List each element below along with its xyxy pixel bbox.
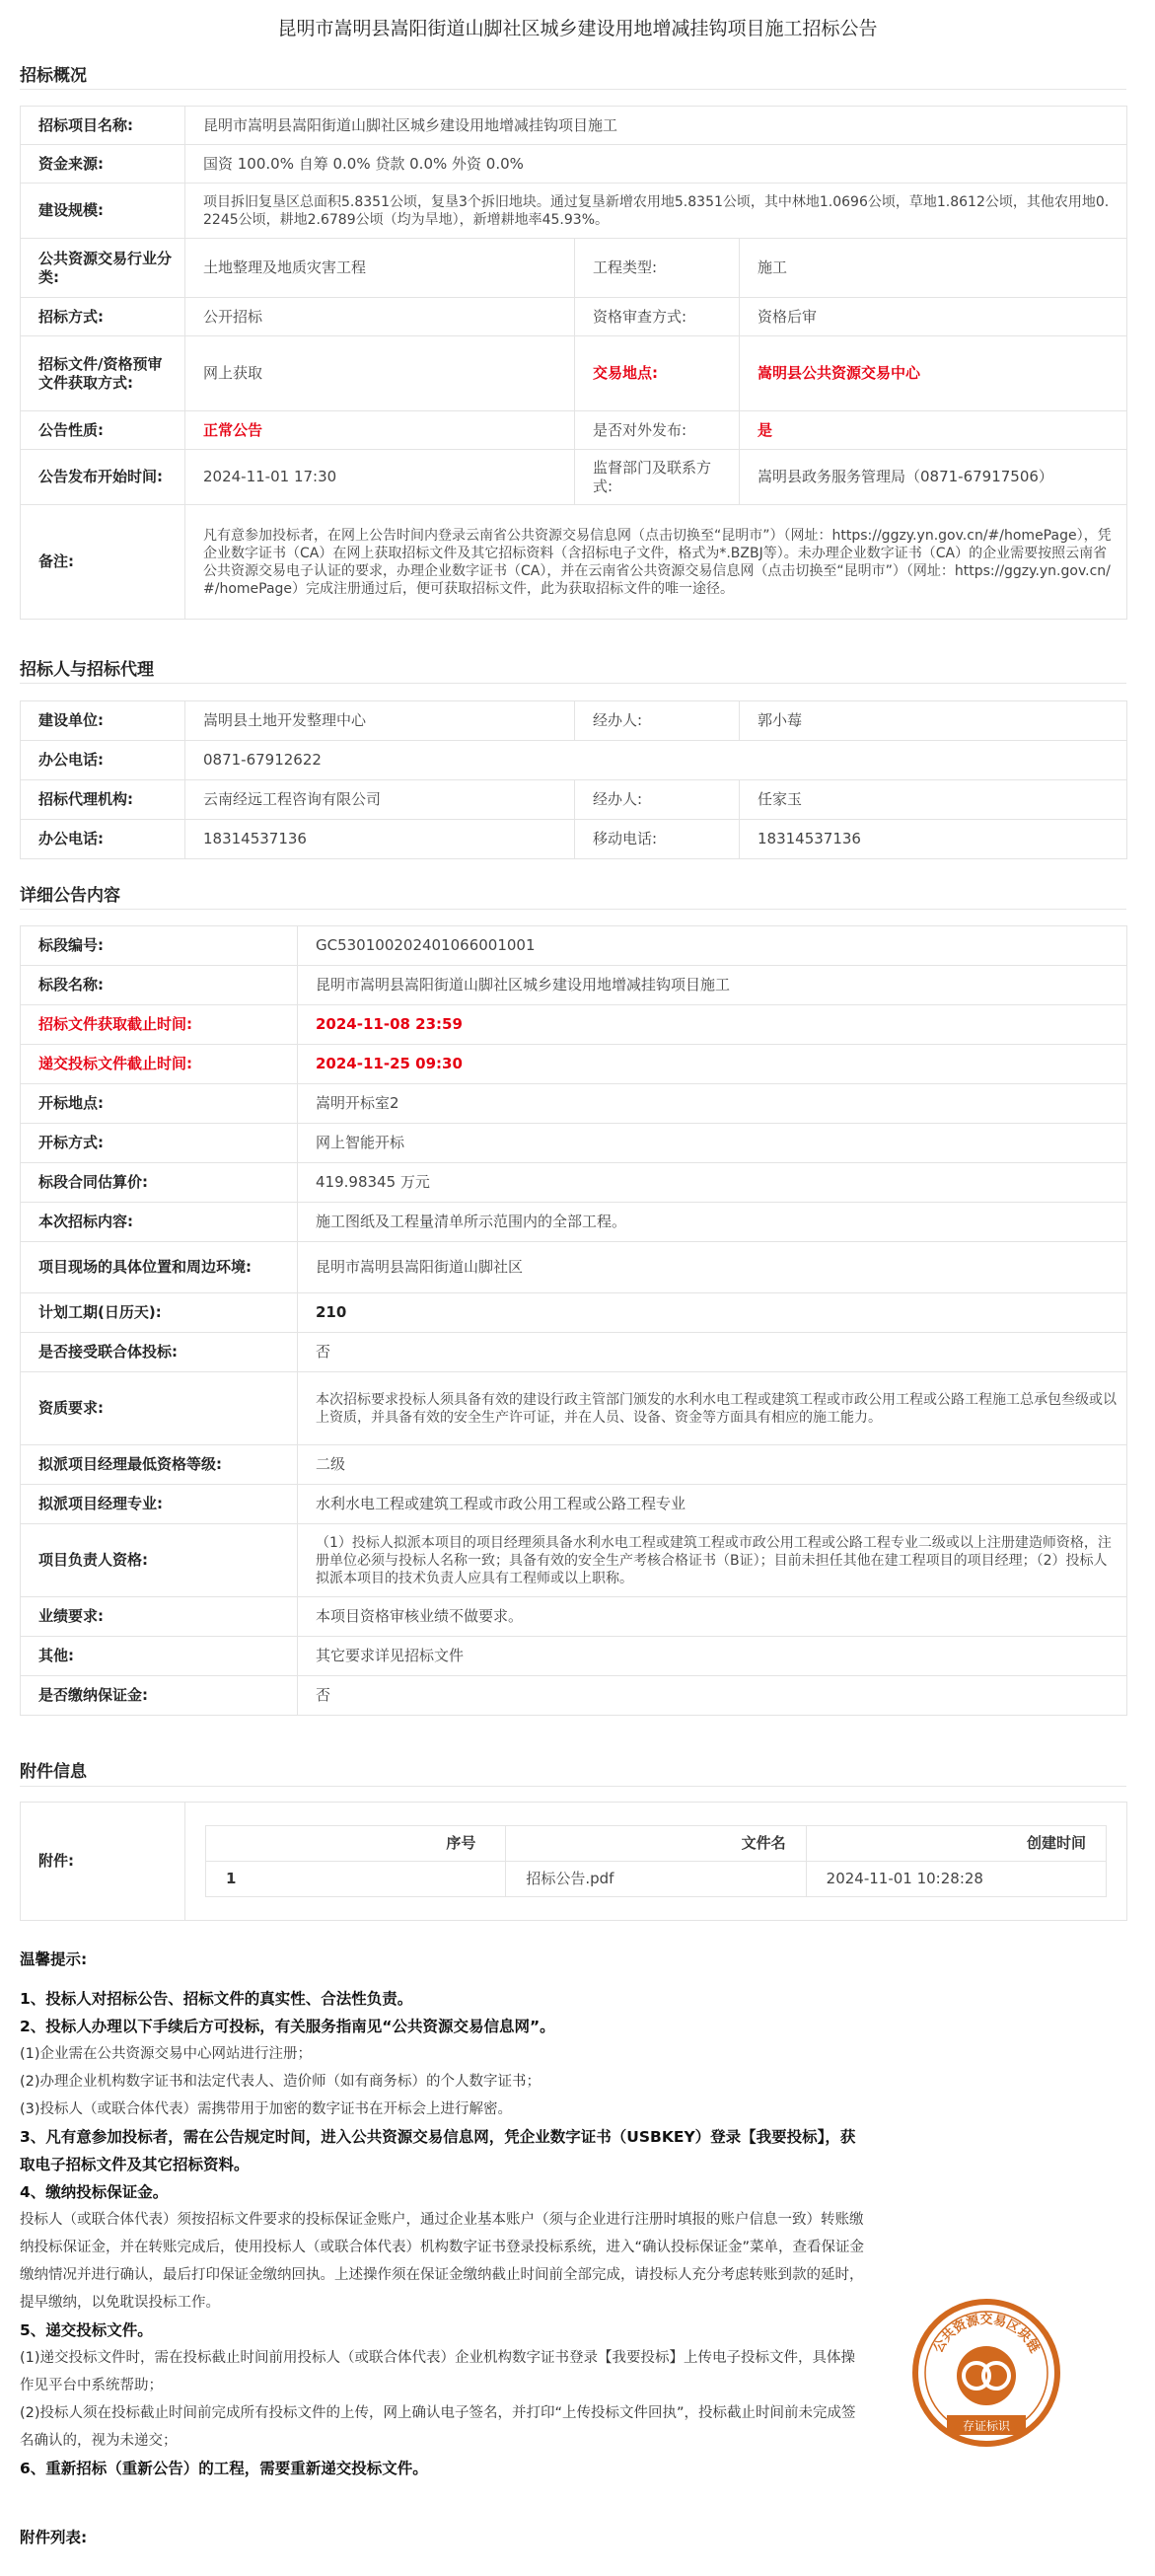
row-no: 1 <box>206 1862 506 1897</box>
tip-1: 1、投标人对招标公告、招标文件的真实性、合法性负责。 <box>20 1990 413 2008</box>
detail-row <box>21 1485 1127 1524</box>
tip-2-1: (1)企业需在公共资源交易中心网站进行注册； <box>20 2046 313 2062</box>
detail-row <box>21 926 1127 966</box>
attachment-label: 附件: <box>21 1803 185 1921</box>
detail-row <box>21 1203 1127 1242</box>
method-label: 招标方式: <box>21 298 185 336</box>
detail-value: 否 <box>298 1333 1127 1372</box>
detail-value: 嵩明开标室2 <box>298 1084 1127 1124</box>
section-heading-overview: 招标概况 <box>20 66 87 86</box>
detail-value: （1）投标人拟派本项目的项目经理须具备水利水电工程或建筑工程或市政公用工程或公路工程专业二级或以上注册建造师资格，注册单位必须与投标人名称一致；具备有效的安全生产考核合格证书（B证）；目前未担任其他在建工程项目的项目经理；（2）投标人拟派本项目的技术负责人应具有工程师或以上职称。 <box>298 1524 1127 1597</box>
remark: 凡有意参加投标者，在网上公告时间内登录云南省公共资源交易信息网（点击切换至“昆明市”）（网址：https://ggzy.yn.gov.cn/#/homePage），凭企业数字证书（CA）在网上获取招标文件及其它招标资料（含招标电子文件，格式为*.BZBJ等）。未办理企业数字证书（CA）的企业需要按照云南省公共资源交易电子认证的要求，办理企业数字证书（CA），并在云南省公共资源交易信息网（点击切换至“昆明市”）（网址：https://ggzy.yn.gov.cn/#/homePage）完成注册通过后，便可获取招标文件，此为获取招标文件的唯一途径。 <box>185 505 1127 620</box>
detail-row <box>21 1293 1127 1333</box>
detail-value: 施工图纸及工程量清单所示范围内的全部工程。 <box>298 1203 1127 1242</box>
col-time: 创建时间 <box>806 1826 1106 1862</box>
detail-row <box>21 1163 1127 1203</box>
review-label: 资格审查方式: <box>575 298 740 336</box>
detail-label: 资质要求: <box>21 1372 298 1445</box>
scale: 项目拆旧复垦区总面积5.8351公顷，复垦3个拆旧地块。通过复垦新增农用地5.8351公顷，其中林地1.0696公顷，草地1.8612公顷，其他农用地0.2245公顷，耕地2.6789公顷（均为旱地），新增耕地率45.93%。 <box>185 184 1127 239</box>
divider <box>20 909 1126 910</box>
agents-table <box>20 700 1127 859</box>
tip-6: 6、重新招标（重新公告）的工程，需要重新递交投标文件。 <box>20 2460 428 2477</box>
remark-label: 备注: <box>21 505 185 620</box>
section-heading-detail: 详细公告内容 <box>20 886 120 906</box>
overview-table <box>20 106 1127 620</box>
category: 土地整理及地质灾害工程 <box>185 239 575 298</box>
detail-row <box>21 1524 1127 1597</box>
detail-label: 标段合同估算价: <box>21 1163 298 1203</box>
review: 资格后审 <box>740 298 1127 336</box>
agency: 云南经远工程咨询有限公司 <box>185 780 575 820</box>
publish-time-label: 公告发布开始时间: <box>21 450 185 505</box>
project-name: 昆明市嵩明县嵩阳街道山脚社区城乡建设用地增减挂钩项目施工 <box>185 107 1127 145</box>
divider <box>20 683 1126 684</box>
detail-label: 本次招标内容: <box>21 1203 298 1242</box>
scale-label: 建设规模: <box>21 184 185 239</box>
doc-get: 网上获取 <box>185 336 575 411</box>
method: 公开招标 <box>185 298 575 336</box>
tip-4-1: 投标人（或联合体代表）须按招标文件要求的投标保证金账户，通过企业基本账户（须与企业进行注册时填报的账户信息一致）转账缴纳投标保证金，并在转账完成后，使用投标人（或联合体代表）机构数字证书登录投标系统，进入“确认投标保证金”菜单，查看保证金缴纳情况并进行确认，最后打印保证金缴纳回执。上述操作须在保证金缴纳截止时间前全部完成，请投标人充分考虑转账到款的延时，提早缴纳，以免耽误投标工作。 <box>20 2212 865 2311</box>
mobile-label: 移动电话: <box>575 820 740 859</box>
detail-value: 其它要求详见招标文件 <box>298 1637 1127 1676</box>
detail-value: 2024-11-25 09:30 <box>298 1045 1127 1084</box>
detail-row <box>21 1637 1127 1676</box>
agency-contact: 任家玉 <box>740 780 1127 820</box>
attachment-file-link[interactable]: 招标公告.pdf <box>506 1862 806 1897</box>
attachment-table <box>20 1802 1127 1921</box>
row-time: 2024-11-01 10:28:28 <box>806 1862 1106 1897</box>
attachment-row <box>206 1862 1107 1897</box>
tips-heading: 温馨提示: <box>20 1950 88 1968</box>
public: 是 <box>740 411 1127 450</box>
fund: 国资 100.0% 自筹 0.0% 贷款 0.0% 外资 0.0% <box>185 145 1127 184</box>
col-name: 文件名 <box>506 1826 806 1862</box>
detail-label: 开标地点: <box>21 1084 298 1124</box>
seal-stamp-icon <box>907 2289 1065 2457</box>
nature: 正常公告 <box>185 411 575 450</box>
owner: 嵩明县土地开发整理中心 <box>185 701 575 741</box>
tip-5: 5、递交投标文件。 <box>20 2321 153 2339</box>
detail-table <box>20 925 1127 1716</box>
detail-label: 项目现场的具体位置和周边环境: <box>21 1242 298 1293</box>
detail-label: 标段名称: <box>21 966 298 1005</box>
detail-value: 2024-11-08 23:59 <box>298 1005 1127 1045</box>
detail-row <box>21 966 1127 1005</box>
supervisor-label: 监督部门及联系方式: <box>575 450 740 505</box>
owner-phone-label: 办公电话: <box>21 741 185 780</box>
detail-label: 拟派项目经理最低资格等级: <box>21 1445 298 1485</box>
owner-contact-label: 经办人: <box>575 701 740 741</box>
mobile: 18314537136 <box>740 820 1127 859</box>
detail-value: GC5301002024010660010​01 <box>298 926 1127 966</box>
detail-label: 是否缴纳保证金: <box>21 1676 298 1716</box>
seal-arc-text: 公共资源交易区块链 <box>931 2313 1042 2356</box>
detail-label: 业绩要求: <box>21 1597 298 1637</box>
agency-label: 招标代理机构: <box>21 780 185 820</box>
attachment-list <box>185 1803 1127 1921</box>
detail-value: 水利水电工程或建筑工程或市政公用工程或公路工程专业 <box>298 1485 1127 1524</box>
nature-label: 公告性质: <box>21 411 185 450</box>
detail-label: 开标方式: <box>21 1124 298 1163</box>
detail-row <box>21 1045 1127 1084</box>
files-heading: 附件列表: <box>20 2529 88 2546</box>
tips <box>20 1946 868 2551</box>
detail-label: 项目负责人资格: <box>21 1524 298 1597</box>
tip-4: 4、缴纳投标保证金。 <box>20 2183 169 2201</box>
agency-phone-label: 办公电话: <box>21 820 185 859</box>
divider <box>20 1786 1126 1787</box>
agency-contact-label: 经办人: <box>575 780 740 820</box>
detail-label: 计划工期(日历天): <box>21 1293 298 1333</box>
detail-row <box>21 1445 1127 1485</box>
venue: 嵩明县公共资源交易中心 <box>740 336 1127 411</box>
venue-label: 交易地点: <box>575 336 740 411</box>
detail-value: 昆明市嵩明县嵩阳街道山脚社区城乡建设用地增减挂钩项目施工 <box>298 966 1127 1005</box>
detail-label: 标段编号: <box>21 926 298 966</box>
detail-value: 本次招标要求投标人须具备有效的建设行政主管部门颁发的水利水电工程或建筑工程或市政公用工程或公路工程施工总承包叁级或以上资质，并具备有效的安全生产许可证，并在人员、设备、资金等方面具有相应的施工能力。 <box>298 1372 1127 1445</box>
detail-value: 二级 <box>298 1445 1127 1485</box>
detail-row <box>21 1333 1127 1372</box>
detail-value: 网上智能开标 <box>298 1124 1127 1163</box>
tip-2-3: (3)投标人（或联合体代表）需携带用于加密的数字证书在开标会上进行解密。 <box>20 2101 513 2117</box>
detail-row <box>21 1005 1127 1045</box>
public-label: 是否对外发布: <box>575 411 740 450</box>
detail-row <box>21 1372 1127 1445</box>
owner-phone: 0871-67912622 <box>185 741 1127 780</box>
detail-label: 招标文件获取截止时间: <box>21 1005 298 1045</box>
publish-time: 2024-11-01 17:30 <box>185 450 575 505</box>
detail-row <box>21 1084 1127 1124</box>
tip-2: 2、投标人办理以下手续后方可投标，有关服务指南见“公共资源交易信息网”。 <box>20 2018 555 2035</box>
eng-type: 施工 <box>740 239 1127 298</box>
category-label: 公共资源交易行业分类: <box>21 239 185 298</box>
detail-label: 递交投标文件截止时间: <box>21 1045 298 1084</box>
detail-value: 210 <box>298 1293 1127 1333</box>
detail-row <box>21 1242 1127 1293</box>
attachment-inner-table <box>205 1825 1107 1897</box>
section-heading-agents: 招标人与招标代理 <box>20 660 154 680</box>
tip-5-2: (2)投标人须在投标截止时间前完成所有投标文件的上传，网上确认电子签名，并打印“上传投标文件回执”，投标截止时间前未完成签名确认的，视为未递交； <box>20 2405 856 2449</box>
detail-value: 否 <box>298 1676 1127 1716</box>
doc-get-label: 招标文件/资格预审文件获取方式: <box>21 336 185 411</box>
divider <box>20 89 1126 90</box>
detail-label: 是否接受联合体投标: <box>21 1333 298 1372</box>
detail-label: 其他: <box>21 1637 298 1676</box>
tip-5-1: (1)递交投标文件时，需在投标截止时间前用投标人（或联合体代表）企业机构数字证书登录【我要投标】上传电子投标文件，具体操作见平台中系统帮助； <box>20 2350 856 2393</box>
owner-label: 建设单位: <box>21 701 185 741</box>
section-heading-attachment: 附件信息 <box>20 1762 87 1782</box>
project-name-label: 招标项目名称: <box>21 107 185 145</box>
seal-bottom-text: 存证标识 <box>962 2419 1011 2433</box>
tip-2-2: (2)办理企业机构数字证书和法定代表人、造价师（如有商务标）的个人数字证书； <box>20 2074 541 2090</box>
supervisor: 嵩明县政务服务管理局（0871-67917506） <box>740 450 1127 505</box>
detail-row <box>21 1597 1127 1637</box>
fund-label: 资金来源: <box>21 145 185 184</box>
detail-label: 拟派项目经理专业: <box>21 1485 298 1524</box>
detail-value: 本项目资格审核业绩不做要求。 <box>298 1597 1127 1637</box>
agency-phone: 18314537136 <box>185 820 575 859</box>
detail-value: 419.98345 万元 <box>298 1163 1127 1203</box>
eng-type-label: 工程类型: <box>575 239 740 298</box>
detail-row <box>21 1124 1127 1163</box>
owner-contact: 郭小莓 <box>740 701 1127 741</box>
detail-value: 昆明市嵩明县嵩阳街道山脚社区 <box>298 1242 1127 1293</box>
tip-3: 3、凡有意参加投标者，需在公告规定时间，进入公共资源交易信息网，凭企业数字证书（USBKEY）登录【我要投标】，获取电子招标文件及其它招标资料。 <box>20 2128 856 2173</box>
page-title: 昆明市嵩明县嵩阳街道山脚社区城乡建设用地增减挂钩项目施工招标公告 <box>277 18 878 39</box>
col-no: 序号 <box>206 1826 506 1862</box>
detail-row <box>21 1676 1127 1716</box>
